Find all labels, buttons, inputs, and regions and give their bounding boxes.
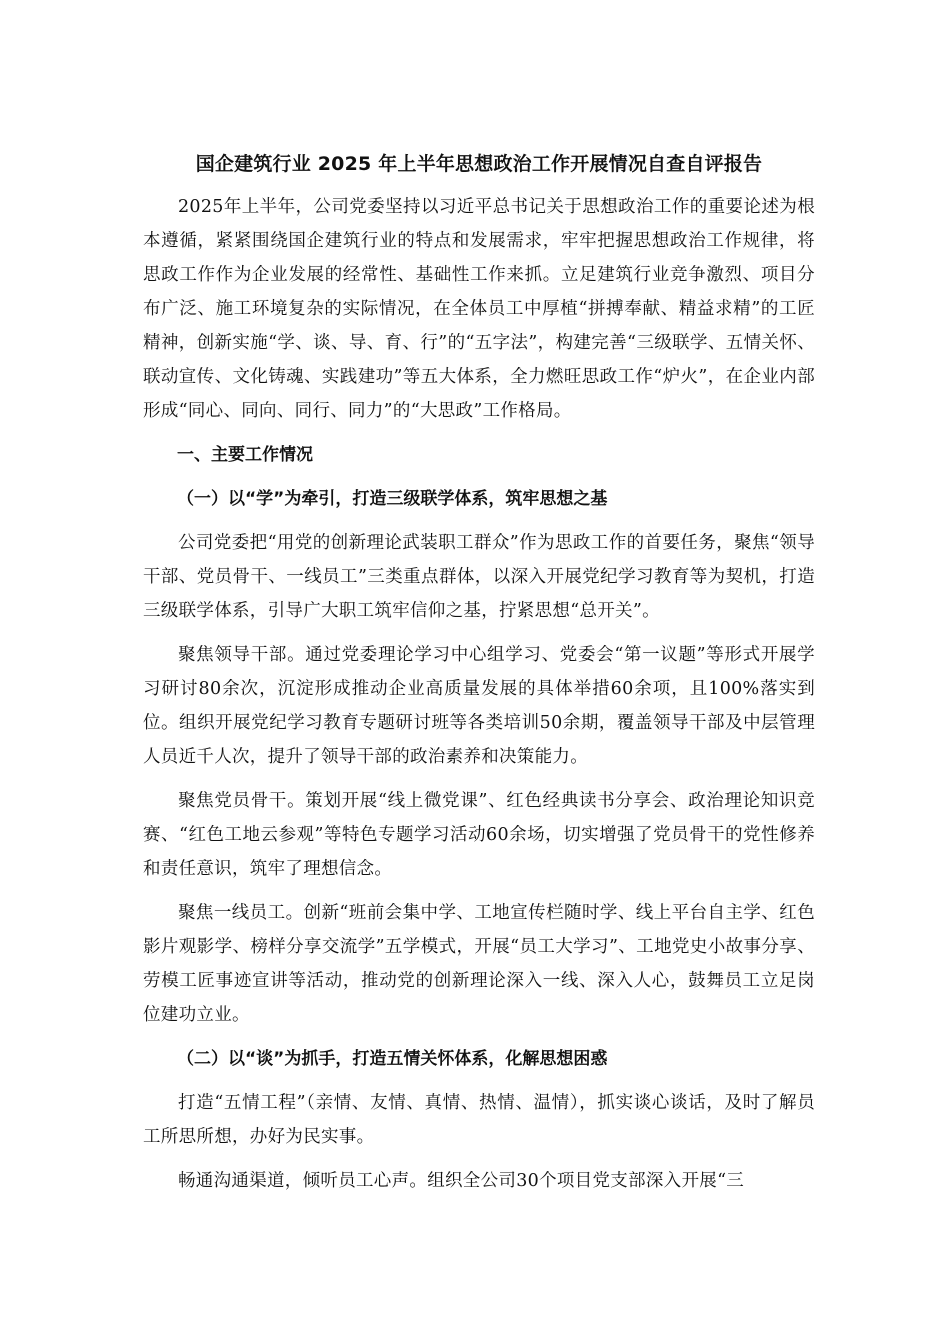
- subsection-heading-talk: （二）以“谈”为抓手，打造五情关怀体系，化解思想困惑: [177, 1049, 608, 1069]
- study-paragraph-frontline-staff: 聚焦一线员工。创新“班前会集中学、工地宣传栏随时学、线上平台自主学、红色影片观影学、榜样分享交流学”五学模式，开展“员工大学习”、工地党史小故事分享、劳模工匠事迹宣讲等活动，推动党的创新理论深入一线、深入人心，鼓舞员工立足岗位建功立业。: [143, 903, 815, 1025]
- talk-paragraph-five-care: 打造“五情工程”（亲情、友情、真情、热情、温情），抓实谈心谈话，及时了解员工所思所想，办好为民实事。: [143, 1093, 815, 1147]
- study-paragraph-leaders: 聚焦领导干部。通过党委理论学习中心组学习、党委会“第一议题”等形式开展学习研讨80余次，沉淀形成推动企业高质量发展的具体举措60余项，且100%落实到位。组织开展党纪学习教育专题研讨班等各类培训50余期，覆盖领导干部及中层管理人员近千人次，提升了领导干部的政治素养和决策能力。: [143, 645, 815, 767]
- document-title: 国企建筑行业 2025 年上半年思想政治工作开展情况自查自评报告: [195, 153, 763, 175]
- talk-paragraph-communication: 畅通沟通渠道，倾听员工心声。组织全公司30个项目党支部深入开展“三: [178, 1171, 745, 1191]
- intro-paragraph: 2025年上半年，公司党委坚持以习近平总书记关于思想政治工作的重要论述为根本遵循，紧紧围绕国企建筑行业的特点和发展需求，牢牢把握思想政治工作规律，将思政工作作为企业发展的经常性、基础性工作来抓。立足建筑行业竞争激烈、项目分布广泛、施工环境复杂的实际情况，在全体员工中厚植“拼搏奉献、精益求精”的工匠精神，创新实施“学、谈、导、育、行”的“五字法”，构建完善“三级联学、五情关怀、联动宣传、文化铸魂、实践建功”等五大体系，全力燃旺思政工作“炉火”，在企业内部形成“同心、同向、同行、同力”的“大思政”工作格局。: [143, 197, 815, 421]
- subsection-heading-study: （一）以“学”为牵引，打造三级联学体系，筑牢思想之基: [177, 489, 608, 509]
- study-paragraph-party-members: 聚焦党员骨干。策划开展“线上微党课”、红色经典读书分享会、政治理论知识竞赛、“红色工地云参观”等特色专题学习活动60余场，切实增强了党员骨干的党性修养和责任意识，筑牢了理想信念。: [143, 791, 815, 879]
- section-heading-main-work: 一、主要工作情况: [177, 445, 313, 465]
- study-paragraph-overview: 公司党委把“用党的创新理论武装职工群众”作为思政工作的首要任务，聚焦“领导干部、党员骨干、一线员工”三类重点群体，以深入开展党纪学习教育等为契机，打造三级联学体系，引导广大职工筑牢信仰之基，拧紧思想“总开关”。: [143, 533, 815, 621]
- document-body: [143, 150, 815, 1208]
